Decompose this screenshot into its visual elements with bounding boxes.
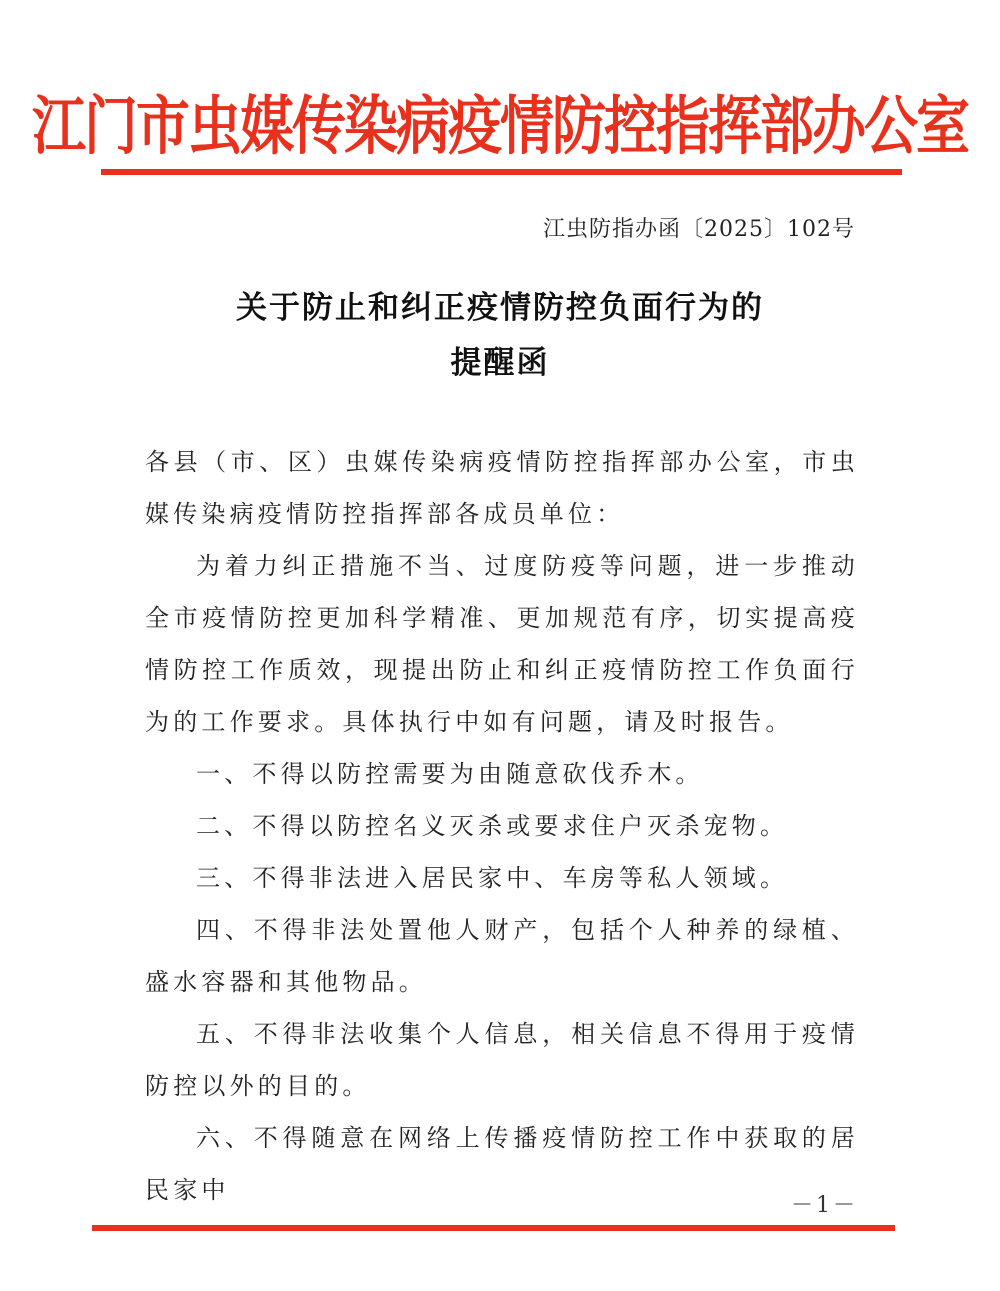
requirement-item: 三、不得非法进入居民家中、车房等私人领域。 [196, 864, 789, 892]
requirement-item: 六、不得随意在网络上传播疫情防控工作中获取的居民家中 [145, 1124, 859, 1204]
issuer-masthead: 江门市虫媒传染病疫情防控指挥部办公室 [32, 89, 968, 164]
document-title-line-1: 关于防止和纠正疫情防控负面行为的 [236, 290, 764, 326]
addressee-paragraph: 各县（市、区）虫媒传染病疫情防控指挥部办公室，市虫媒传染病疫情防控指挥部各成员单位： [145, 448, 859, 528]
page-number: －1－ [791, 1193, 858, 1218]
intro-paragraph: 为着力纠正措施不当、过度防疫等问题，进一步推动全市疫情防控更加科学精准、更加规范有序，切实提高疫情防控工作质效，现提出防止和纠正疫情防控工作负面行为的工作要求。具体执行中如有问题，请及时报告。 [145, 552, 859, 736]
requirement-item: 四、不得非法处置他人财产，包括个人种养的绿植、盛水容器和其他物品。 [145, 916, 859, 996]
document-title-line-2: 提醒函 [450, 345, 550, 381]
document-number: 江虫防指办函〔2025〕102号 [543, 217, 855, 242]
requirement-item: 五、不得非法收集个人信息，相关信息不得用于疫情防控以外的目的。 [145, 1020, 859, 1100]
requirement-item: 二、不得以防控名义灭杀或要求住户灭杀宠物。 [196, 812, 789, 840]
header-red-rule [101, 169, 902, 175]
requirement-item: 一、不得以防控需要为由随意砍伐乔木。 [196, 760, 704, 788]
document-body [145, 436, 859, 1216]
footer-red-rule [92, 1225, 895, 1231]
